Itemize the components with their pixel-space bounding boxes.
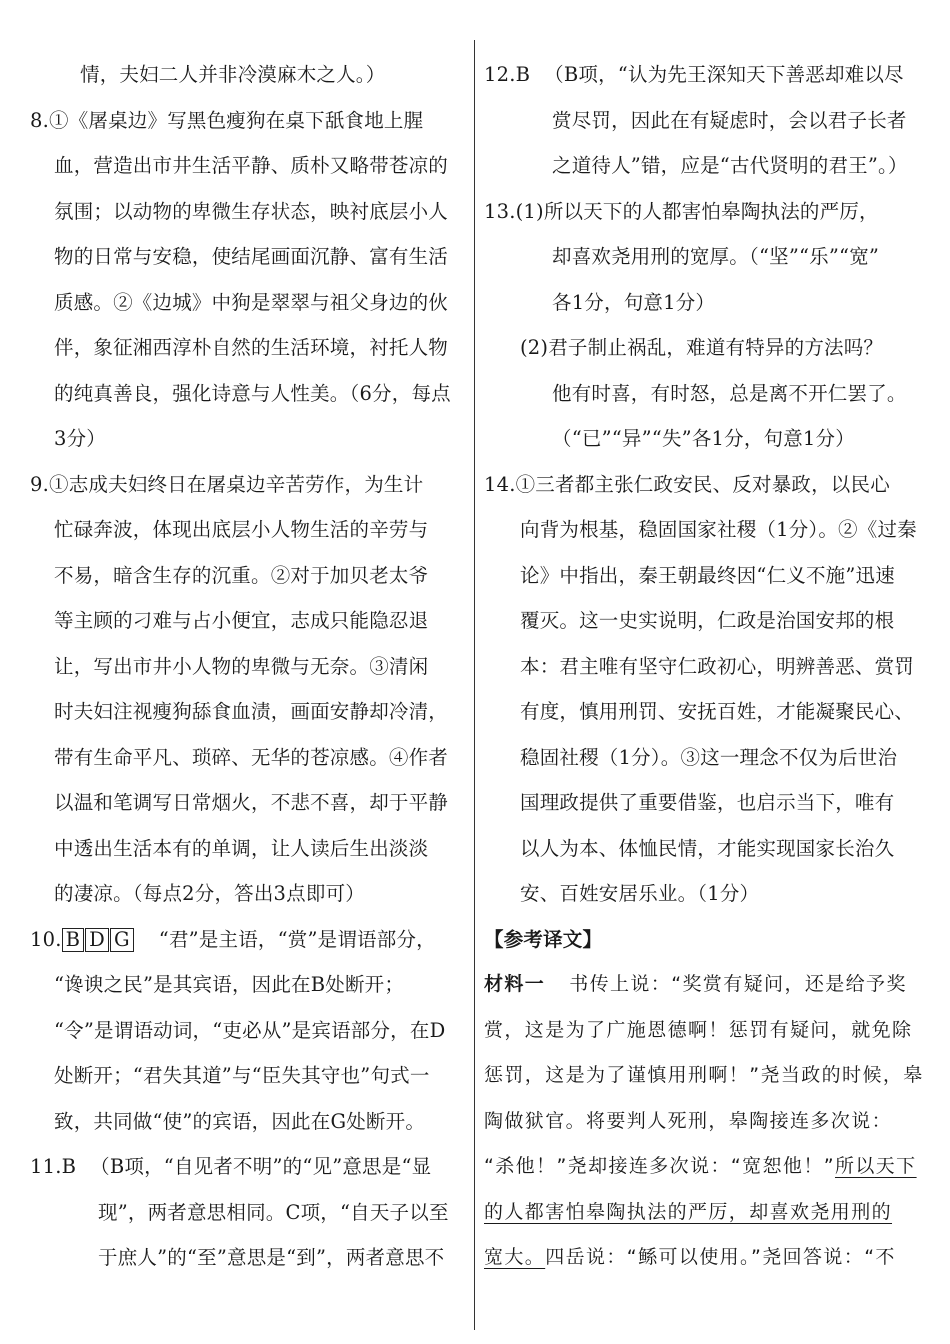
underlined-text: 所以天下 <box>834 1155 917 1177</box>
text-line: 赏尽罚，因此在有疑虑时，会以君子长者 <box>552 108 907 132</box>
text-span: 四岳说：“鲧可以使用。”尧回答说：“不 <box>545 1246 896 1268</box>
text-line: “令”是谓语动词，“吏必从”是宾语部分，在D <box>54 1018 446 1042</box>
text-line: 向背为根基，稳固国家社稷（1分）。②《过秦 <box>520 518 917 541</box>
text-span: （B项，“认为先王深知天下善恶却难以尽 <box>544 63 904 86</box>
text-line: 覆灭。这一史实说明，仁政是治国安邦的根 <box>520 609 895 632</box>
text-line: 安、百姓安居乐业。（1分） <box>520 882 760 905</box>
translation-line <box>484 1190 924 1236</box>
text-line: 质感。②《边城》中狗是翠翠与祖父身边的伙 <box>54 290 449 314</box>
text-line: 致，共同做“使”的宾语，因此在G处断开。 <box>54 1109 426 1133</box>
text-line: 本：君主唯有坚守仁政初心，明辨善恶、赏罚 <box>520 654 915 678</box>
text-span: （B项，“自见者不明”的“见”意思是“显 <box>90 1155 432 1178</box>
text-line: 处断开；“君失其道”与“臣失其守也”句式一 <box>54 1064 430 1087</box>
text-line: 时夫妇注视瘦狗舔食血渍，画面安静却冷清， <box>54 700 449 723</box>
answer-11 <box>30 1144 466 1190</box>
text-line: 之道待人”错，应是“古代贤明的君王”。） <box>552 154 908 177</box>
section-heading-translation: 【参考译文】 <box>484 927 603 951</box>
text-line: 带有生命平凡、琐碎、无华的苍凉感。④作者 <box>54 745 449 769</box>
answer-13: 13.(1)所以天下的人都害怕皋陶执法的严厉， <box>484 199 879 223</box>
text-line: 的纯真善良，强化诗意与人性美。（6分，每点 <box>54 381 451 405</box>
text-line: （“已”“异”“失”各1分，句意1分） <box>552 427 855 450</box>
right-column <box>484 52 924 1281</box>
text-line: “谗谀之民”是其宾语，因此在B处断开； <box>54 973 405 996</box>
text-line: 稳固社稷（1分）。③这一理念不仅为后世治 <box>520 745 898 769</box>
text-span: “君”是主语，“赏”是谓语部分， <box>158 927 436 951</box>
translation-line: 陶做狱官。将要判人死刑，皋陶接连多次说： <box>484 1109 893 1132</box>
translation-line: 惩罚，这是为了谨慎用刑啊！”尧当政的时候，皋 <box>484 1064 924 1086</box>
text-line: 让，写出市井小人物的卑微与无奈。③清闲 <box>54 654 429 678</box>
text-line: 3分） <box>54 427 107 450</box>
answer-10 <box>30 917 466 963</box>
underlined-text: 宽大。 <box>484 1246 546 1268</box>
material-label: 材料一 <box>484 973 546 995</box>
text-span: 书传上说：“奖赏有疑问，还是给予奖 <box>569 973 907 995</box>
text-line: 却喜欢尧用刑的宽厚。（“坚”“乐”“宽” <box>552 245 880 268</box>
translation-line <box>484 1235 924 1281</box>
answer-8: 8.①《屠桌边》写黑色瘦狗在桌下舐食地上腥 <box>30 108 424 132</box>
text-line: 现”，两者意思相同。C项，“自天子以至 <box>98 1200 449 1224</box>
translation-line: 赏，这是为了广施恩德啊！惩罚有疑问，就免除 <box>484 1018 913 1041</box>
text-line: 忙碌奔波，体现出底层小人物生活的辛劳与 <box>54 518 429 541</box>
text-line: 的凄凉。（每点2分，答出3点即可） <box>54 882 365 905</box>
text-line: 物的日常与安稳，使结尾画面沉静、富有生活 <box>54 245 449 268</box>
text-line: 伴，象征湘西淳朴自然的生活环境，衬托人物 <box>54 336 449 359</box>
text-line: 中透出生活本有的单调，让人读后生出淡淡 <box>54 836 429 860</box>
answer-14: 14.①三者都主张仁政安民、反对暴政，以民心 <box>484 472 890 496</box>
text-line: 氛围；以动物的卑微生存状态，映衬底层小人 <box>54 199 449 223</box>
answer-number: 12.B <box>484 63 531 86</box>
underlined-text: 的人都害怕皋陶执法的严厉，却喜欢尧用刑的 <box>484 1200 893 1223</box>
answer-12 <box>484 52 924 98</box>
text-line: 不易，暗含生存的沉重。②对于加贝老太爷 <box>54 563 429 587</box>
text-line: 于庶人”的“至”意思是“到”，两者意思不 <box>98 1246 445 1269</box>
boxed-letter: B <box>62 928 85 952</box>
text-line: 国理政提供了重要借鉴，也启示当下，唯有 <box>520 791 895 814</box>
left-column <box>30 52 466 1281</box>
text-line: 各1分，句意1分） <box>552 290 716 314</box>
text-line: 有度，慎用刑罚、安抚百姓，才能凝聚民心、 <box>520 700 915 723</box>
answer-number: 10. <box>30 927 62 951</box>
translation-line <box>484 962 924 1008</box>
text-line: 他有时喜，有时怒，总是离不开仁罢了。 <box>552 381 907 405</box>
text-line: (2)君子制止祸乱，难道有特异的方法吗？ <box>520 336 884 359</box>
translation-line <box>484 1144 924 1190</box>
text-line: 情，夫妇二人并非冷漠麻木之人。） <box>80 63 386 86</box>
text-line: 以人为本、体恤民情，才能实现国家长治久 <box>520 836 895 860</box>
column-divider <box>474 40 475 1330</box>
boxed-letter: G <box>110 928 134 952</box>
text-span: “杀他！”尧却接连多次说：“宽恕他！” <box>484 1155 835 1177</box>
boxed-letter: D <box>85 928 109 952</box>
text-line: 以温和笔调写日常烟火，不悲不喜，却于平静 <box>54 791 449 814</box>
answer-number: 11.B <box>30 1155 77 1178</box>
text-line: 论》中指出，秦王朝最终因“仁义不施”迅速 <box>520 563 895 587</box>
text-line: 等主顾的刁难与占小便宜，志成只能隐忍退 <box>54 609 429 632</box>
text-line: 血，营造出市井生活平静、质朴又略带苍凉的 <box>54 154 449 177</box>
answer-9: 9.①志成夫妇终日在屠桌边辛苦劳作，为生计 <box>30 472 424 496</box>
